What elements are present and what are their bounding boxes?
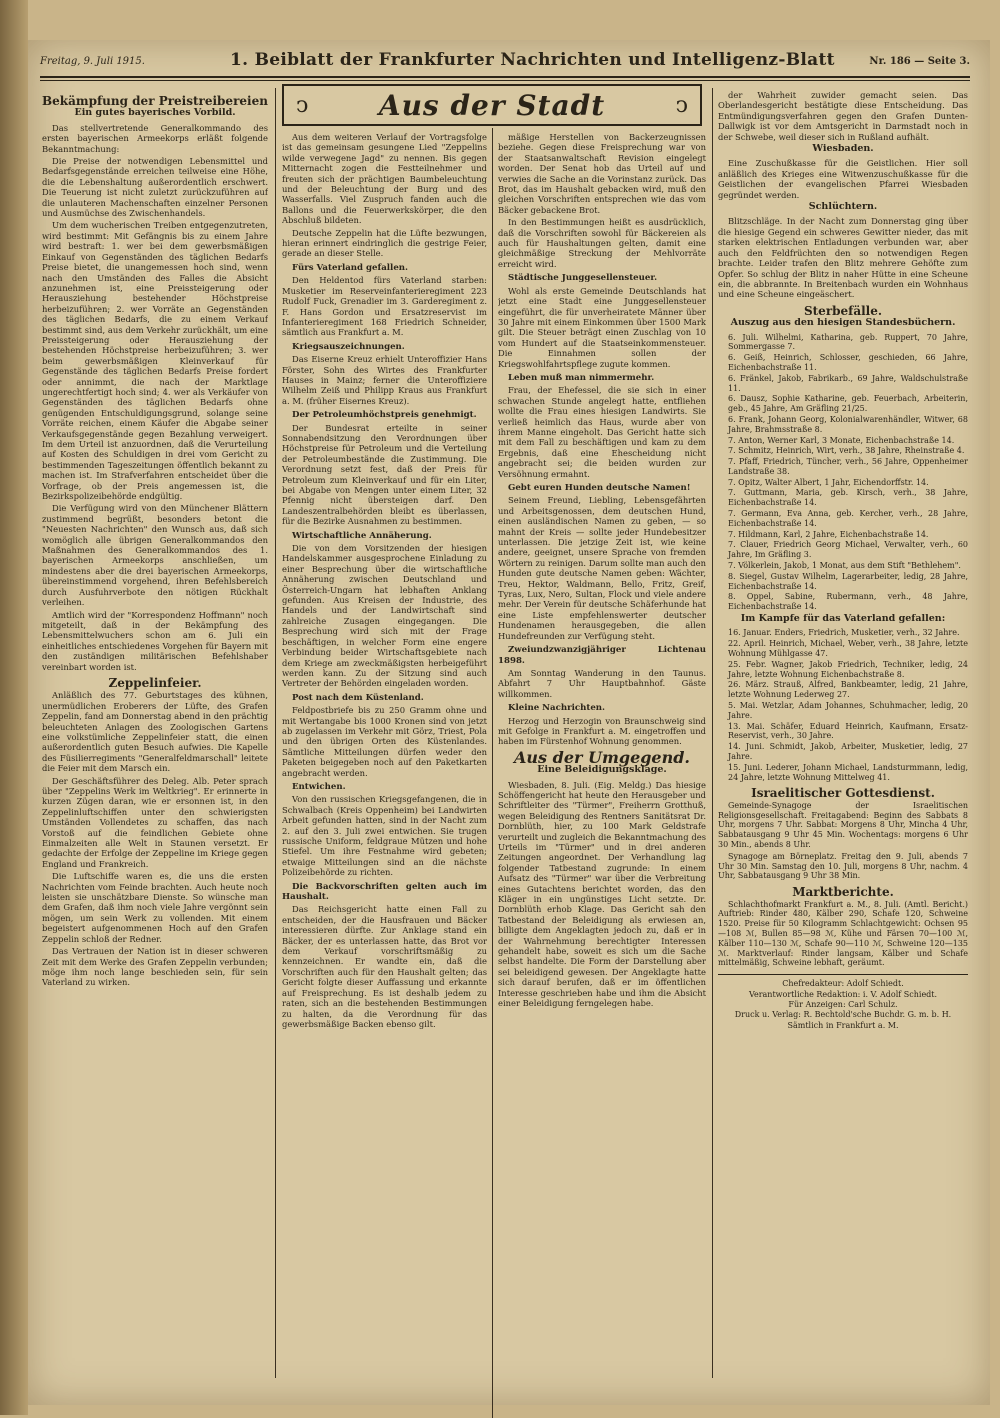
paragraph: Die Verfügung wird von den Münchener Blättern zustimmend begrüßt, besonders betont die "Neuesten Nachrichten" den Wunsch aus, daß sich womöglich alle übrigen Generalkommandos den Maßnahmen des Generalkommandos des 1. bayerischen Armeekorps anschließen, um mindestens aber die drei bayerischen Armeekorps, übereinstimmend vorgehend, ihren Befehlsbereich durch Ausfuhrverbote den nötigen Rückhalt verleihen.	[42, 503, 268, 608]
binding-edge	[0, 0, 28, 1415]
list-item: 7. Schmitz, Heinrich, Wirt, verh., 38 Jahre, Rheinstraße 4.	[728, 446, 965, 456]
paragraph: Feldpostbriefe bis zu 250 Gramm ohne und mit Wertangabe bis 1000 Kronen sind von jetzt ab zugelassen im Verkehr mit Görz, Triest, Pola und den übrigen Orten des Küstenlandes. Sämtliche Mitteilungen dürfen weder den Paketen beigegeben noch auf den Paketkarten angebracht werden.	[282, 705, 487, 778]
paragraph: Seinem Freund, Liebling, Lebensgefährten und Arbeitsgenossen, dem deutschen Hund, einen ausländischen Namen zu geben, — so mahnt der Kreis — sollte jeder Hundebesitzer unterlassen. Die jetzige Zeit ist, wie keine andere, geeignet, unsere Sprache von fremden Wörtern zu reinigen. Darum sollte man auch den Hunden gute deutsche Namen geben: Wächter, Treu, Hektor, Waldmann, Bello, Fritz, Greif, Tyras, Lux, Nero, Sultan, Flock und viele andere mehr. Der Verein für deutsche Schäferhunde hat eine Liste empfehlenswerter deutscher Hundenamen herausgegeben, die allen Hundefreunden zur Verfügung steht.	[498, 495, 706, 641]
list-item: 7. Germann, Eva Anna, geb. Kercher, verh., 28 Jahre, Eichenbachstraße 14.	[728, 509, 968, 528]
news-heading: Der Petroleumhöchstpreis genehmigt.	[292, 410, 477, 421]
ornament-right-icon: ↄ	[675, 92, 688, 118]
paragraph: Das Vertrauen der Nation ist in dieser schweren Zeit mit dem Werke des Grafen Zeppelin verbunden; möge ihm noch lange beschieden sein, für sein Vaterland zu wirken.	[42, 946, 268, 988]
news-heading: Die Backvorschriften gelten auch im Haushalt.	[282, 881, 487, 903]
list-item: 8. Siegel, Gustav Wilhelm, Lagerarbeiter, ledig, 28 Jahre, Eichenbachstraße 14.	[728, 571, 968, 591]
section-headline: Israelitischer Gottesdienst.	[751, 786, 935, 801]
list-item: 15. Juni. Lederer, Johann Michael, Landsturmmann, ledig, 24 Jahre, letzte Wohnung Mittelweg 41.	[728, 762, 968, 782]
column-3	[498, 132, 706, 1390]
list-item: 7. Anton, Werner Karl, 3 Monate, Eichenbachstraße 14.	[728, 435, 955, 445]
column-rule	[492, 128, 493, 1418]
list-heading: Im Kampfe für das Vaterland gefallen:	[740, 613, 946, 625]
imprint	[718, 974, 968, 1031]
paragraph: Von den russischen Kriegsgefangenen, die in Schwalbach (Kreis Oppenheim) bei Landwirten Arbeit gefunden hatten, sind in der Nacht zum 2. auf den 3. Juli zwei entwichen. Sie trugen russische Uniform, feldgraue Mützen und hohe Stiefel. Um ihre Festnahme wird gebeten; etwaige Mitteilungen sind an die nächste Polizeibehörde zu richten.	[282, 794, 487, 878]
list-item: 26. März. Strauß, Alfred, Bankbeamter, ledig, 21 Jahre, letzte Wohnung Lederweg 27.	[728, 680, 968, 700]
imprint-line: Druck u. Verlag: R. Bechtold'sche Buchdr. G. m. b. H.	[734, 1010, 952, 1020]
issue-date: Freitag, 9. Juli 1915.	[40, 56, 145, 67]
paragraph: Herzog und Herzogin von Braunschweig sind mit Gefolge in Frankfurt a. M. eingetroffen und haben im Fürstenhof Wohnung genommen.	[498, 715, 706, 747]
news-heading: Gebt euren Hunden deutsche Namen!	[508, 483, 691, 493]
imprint-line: Verantwortliche Redaktion: i. V. Adolf Schiedt.	[748, 989, 938, 999]
list-item: 7. Pfaff, Friedrich, Tüncher, verh., 56 Jahre, Oppenheimer Landstraße 38.	[728, 457, 968, 476]
column-2	[282, 132, 487, 1390]
news-heading: Leben muß man nimmermehr.	[508, 372, 655, 383]
masthead-rule-thin	[40, 80, 970, 81]
news-heading: Fürs Vaterland gefallen.	[292, 262, 409, 273]
ornament-left-icon: ↄ	[296, 92, 309, 118]
paragraph: Der Geschäftsführer des Deleg. Alb. Peter sprach über "Zeppelins Werk im Weltkrieg". Er erinnerte in kurzen Zügen daran, wie er ersonnen ist, in den Zeppelinluftschiffen unter den schwierigsten Umständen Vollendetes zu schaffen, das nach Vorstoß auf die feindlichen Gebiete ohne Einmalzeiten alle Welt in Staunen versetzt. Er gedachte der Erfolge der Zeppeline im Kriege gegen England und Frankreich.	[42, 775, 268, 869]
list-item: 6. Juli. Wilhelmi, Katharina, geb. Ruppert, 70 Jahre, Sommergasse 7.	[728, 332, 968, 352]
article-headline: Bekämpfung der Preistreibereien	[42, 94, 268, 108]
paragraph: Am Sonntag Wanderung in den Taunus. Abfahrt 7 Uhr Hauptbahnhof. Gäste willkommen.	[498, 667, 706, 699]
article-subhead: Ein gutes bayerisches Vorbild.	[74, 107, 236, 119]
paragraph: Das Reichsgericht hatte einen Fall zu entscheiden, der die Hausfrauen und Bäcker interessieren dürfte. Zur Anklage stand ein Bäcker, der es unterlassen hatte, das Brot vor dem Verkauf vorschriftsmäßig zu kennzeichnen. Er wandte ein, daß die Vorschriften auch für den Haushalt gelten; das Gericht folgte dieser Auffassung und erkannte auf Freisprechung. Es ist deshalb jedem zu raten, sich an die bestehenden Bestimmungen zu halten, da die Verordnung für das gewerbsmäßige Backen ebenso gilt.	[282, 904, 487, 1029]
paragraph: Die von dem Vorsitzenden der hiesigen Handelskammer ausgesprochene Einladung zu einer Besprechung über die wirtschaftliche Annäherung zwischen Deutschland und Österreich-Ungarn hat lebhaften Anklang gefunden. Aus Kreisen der Industrie, des Handels und der Landwirtschaft sind zahlreiche Zusagen eingegangen. Die Besprechung wird sich mit der Frage beschäftigen, in welcher Form eine engere Verbindung beider Wirtschaftsgebiete nach dem Kriege am zweckmäßigsten herbeigeführt werden kann. Zu der Sitzung sind auch Vertreter der Behörden eingeladen worden.	[282, 543, 487, 689]
section-banner	[282, 84, 702, 126]
list-item: 25. Febr. Wagner, Jakob Friedrich, Techniker, ledig, 24 Jahre, letzte Wohnung Eichenbachstraße 8.	[728, 659, 968, 679]
section-title: Aus der Stadt	[378, 88, 606, 122]
imprint-line: Sämtlich in Frankfurt a. M.	[787, 1020, 899, 1030]
list-item: 8. Oppel, Sabine, Rubermann, verh., 48 Jahre, Eichenbachstraße 14.	[728, 592, 968, 612]
list-item: 6. Frank, Johann Georg, Kolonialwarenhändler, Witwer, 68 Jahre, Brahmsstraße 8.	[728, 414, 968, 434]
section-headline: Aus der Umgegend.	[514, 747, 690, 767]
list-item: 14. Juni. Schmidt, Jakob, Arbeiter, Musketier, ledig, 27 Jahre.	[728, 742, 968, 762]
paragraph: Aus dem weiteren Verlauf der Vortragsfolge ist das gemeinsam gesungene Lied "Zeppelins wilde verwegene Jagd" zu nennen. Bis gegen Mitternacht zogen die Festteilnehmer und freuten sich der prächtigen Baumbeleuchtung und der Beleuchtung der Burg und des Wasserfalls. Viel Zuspruch fanden auch die Ballons und die Feuerwerkskörper, die den Abschluß bildeten.	[282, 132, 487, 226]
section-headline: Marktberichte.	[792, 885, 894, 900]
paragraph: Amtlich wird der "Korrespondenz Hoffmann" noch mitgeteilt, daß in der Bekämpfung des Lebensmittelwuchers schon am 6. Juli ein einheitliches entschiedenes Vorgehen für Bayern mit den zuständigen militärischen Befehlshaber vereinbart worden ist.	[42, 609, 268, 672]
list-item: 7. Völkerlein, Jakob, 1 Monat, aus dem Stift "Bethlehem".	[728, 561, 961, 571]
paragraph: Der Bundesrat erteilte in seiner Sonnabendsitzung den Verordnungen über Höchstpreise für Petroleum und die Verteilung der Petroleumbestände die Zustimmung. Die Verordnung setzt fest, daß der Preis für Petroleum zum Kleinverkauf und für ein Liter, bei Abgabe von Mengen unter einem Liter, 32 Pfennig nicht übersteigen darf. Den Landeszentralbehörden bleibt es überlassen, für die Bezirke Ausnahmen zu bestimmen.	[282, 422, 487, 527]
news-heading: Wirtschaftliche Annäherung.	[292, 530, 432, 541]
news-heading: Städtische Junggesellensteuer.	[508, 273, 658, 284]
news-heading: Wiesbaden.	[812, 143, 874, 155]
news-heading: Zweiundzwanzigjähriger Lichtenau 1898.	[498, 645, 706, 666]
paragraph: Wohl als erste Gemeinde Deutschlands hat jetzt eine Stadt eine Junggesellensteuer eingeführt, die für unverheiratete Männer über 30 Jahre mit einem Einkommen über 1500 Mark gilt. Die Steuer beträgt einen Zuschlag von 10 vom Hundert auf die Staatseinkommensteuer. Die Einnahmen sollen der Kriegswohlfahrtspflege zugute kommen.	[498, 285, 706, 369]
paragraph: In den Bestimmungen heißt es ausdrücklich, daß die Vorschriften sowohl für Bäckereien als auch für Haushaltungen gelten, damit eine gleichmäßige Streckung der Mehlvorräte erreicht wird.	[498, 217, 706, 269]
list-item: 6. Geiß, Heinrich, Schlosser, geschieden, 66 Jahre, Eichenbachstraße 11.	[728, 353, 968, 372]
list-item: 7. Opitz, Walter Albert, 1 Jahr, Eichendorffstr. 14.	[728, 477, 929, 487]
paragraph: Gemeinde-Synagoge der Israelitischen Religionsgesellschaft. Freitagabend: Beginn des Sabbats 8 Uhr, morgens 7 Uhr. Sabbat: Morgens 8 Uhr, Mincha 4 Uhr, Sabbatausgang 9 Uhr 45 Min. Wochentags: morgens 6 Uhr 30 Min., abends 8 Uhr.	[718, 800, 968, 849]
paragraph: der Wahrheit zuwider gemacht seien. Das Oberlandesgericht bestätigte diese Entscheidung. Das Entmündigungsverfahren gegen den Grafen Dunten-Dallwigk ist vor dem Amtsgericht in Darmstadt noch in der Schwebe, weil dieser sich in Rußland aufhält.	[718, 90, 968, 142]
column-1	[42, 90, 268, 1390]
list-item: 7. Guttmann, Maria, geb. Kirsch, verh., 38 Jahre, Eichenbachstraße 14.	[728, 488, 968, 508]
paragraph: Wiesbaden, 8. Juli. (Eig. Meldg.) Das hiesige Schöffengericht hat heute den Herausgeber und Schriftleiter des "Türmer", Freiherrn Grotthuß, wegen Beleidigung des Rentners Sanitätsrat Dr. Dornblüth, hier, zu 100 Mark Geldstrafe verurteilt und zugleich die Bekanntmachung des Urteils im "Türmer" und in drei anderen Zeitungen angeordnet. Der Verhandlung lag folgender Tatbestand zugrunde: In einem Aufsatz des "Türmer" war über die Verbreitung eines Gutachtens berichtet worden, das den Kläger in ein ungünstiges Licht setzte. Dr. Dornblüth erhob Klage. Das Gericht sah den Tatbestand der Beleidigung als erwiesen an, billigte dem Angeklagten jedoch zu, daß er in der Wahrnehmung berechtigter Interessen gehandelt habe, soweit es sich um die Sache selbst handelte. Die Form der Darstellung aber sei beleidigend gewesen. Der Angeklagte hatte sich darauf berufen, daß er im öffentlichen Interesse geschrieben habe und ihm die Absicht einer Beleidigung ferngelegen habe.	[498, 779, 706, 1009]
news-heading: Kriegsauszeichnungen.	[292, 341, 405, 352]
news-heading: Post nach dem Küstenland.	[292, 692, 424, 703]
paragraph: Die Luftschiffe waren es, die uns die ersten Nachrichten vom Feinde brachten. Auch heute noch leisten sie unschätzbare Dienste. So wünsche man dem Grafen, daß ihm noch viele Jahre vergönnt sein mögen, um sein Werk zu vollenden. Mit einem begeistert aufgenommenen Hoch auf den Grafen Zeppelin schloß der Redner.	[42, 871, 268, 944]
list-item: 16. Januar. Enders, Friedrich, Musketier, verh., 32 Jahre.	[728, 628, 960, 638]
deaths-list	[718, 333, 968, 613]
paragraph: Blitzschläge. In der Nacht zum Donnerstag ging über die hiesige Gegend ein schweres Gewitter nieder, das mit starken elektrischen Entladungen verbunden war, aber auch den Feldfrüchten den so notwendigen Regen brachte. Leider trafen den Blitz mehrere Gehöfte zum Opfer. So schlug der Blitz in naher Hütte in eine Scheune ein, die abbrannte. In Breitenbach wurden ein Wohnhaus und eine Scheune eingeäschert.	[718, 216, 968, 300]
list-item: 13. Mai. Schäfer, Eduard Heinrich, Kaufmann, Ersatz-Reservist, verh., 30 Jahre.	[728, 721, 968, 741]
paragraph: Um dem wucherischen Treiben entgegenzutreten, wird bestimmt: Mit Gefängnis bis zu einem Jahre wird bestraft: 1. wer bei dem gewerbsmäßigen Einkauf von Gegenständen des täglichen Bedarfs Preise bietet, die unangemessen hoch sind, wenn nach den Umständen des Falles die Absicht anzunehmen ist, eine Preissteigerung oder Herausziehung bestehender Höchstpreise herbeizuführen; 2. wer Vorräte an Gegenständen des täglichen Bedarfs, die zu einem Verkauf bestimmt sind, aus dem Verkehr zurückhält, um eine Preissteigerung oder Herausziehung der bestehenden Höchstpreise herbeizuführen; 3. wer beim gewerbsmäßigen Kleinverkauf für Gegenstände des täglichen Bedarfs Preise fordert oder annimmt, die nach der Marktlage ungerechtfertigt hoch sind; 4. wer als Verkäufer von Gegenständen des täglichen Bedarfs ohne genügenden Entschuldigungsgrund, solange seine Vorräte reichen, einem Käufer die Abgabe seiner Verkaufsgegenstände gegen Bezahlung verweigert. Im dem Urteil ist anzuordnen, daß die Verurteilung auf Kosten des Schuldigen in drei vom Gericht zu bestimmenden Tageszeitungen öffentlich bekannt zu machen ist. Im Strafverfahren entscheidet über die Vorfrage, ob der Preis angemessen ist, die Bezirkspolizeibehörde endgültig.	[42, 220, 268, 502]
imprint-line: Chefredakteur: Adolf Schiedt.	[782, 979, 904, 989]
imprint-line: Für Anzeigen: Carl Schulz.	[788, 999, 898, 1009]
fallen-list	[718, 628, 968, 782]
list-item: 5. Mai. Wetzlar, Adam Johannes, Schuhmacher, ledig, 20 Jahre.	[728, 701, 968, 720]
article-subhead: Eine Beleidigungsklage.	[537, 764, 667, 776]
news-heading: Entwichen.	[292, 781, 346, 792]
paragraph: Eine Zuschußkasse für die Geistlichen. Hier soll anläßlich des Krieges eine Witwenzuschußkasse für die Geistlichen der evangelischen Pfarrei Wiesbaden gegründet werden.	[718, 158, 968, 200]
paragraph: Anläßlich des 77. Geburtstages des kühnen, unermüdlichen Eroberers der Lüfte, des Grafen Zeppelin, fand am Donnerstag abend in den prächtig beleuchteten Anlagen des Zoologischen Gartens eine volkstümliche Zeppelinfeier statt, die einen außerordentlich guten Besuch aufwies. Die Kapelle des Füsilierregiments "Generalfeldmarschall" leitete die Feier mit dem Marsch ein.	[42, 690, 268, 774]
article-headline: Zeppelinfeier.	[108, 675, 202, 690]
paragraph: Frau, der Ehefessel, die sie sich in einer schwachen Stunde angelegt hatte, entfliehen wollte die Frau eines hiesigen Landwirts. Sie verließ heimlich das Haus, wurde aber von ihrem Manne eingeholt. Das Gericht hatte sich mit dem Fall zu beschäftigen und kam zu dem Ergebnis, daß eine Ehescheidung nicht angebracht sei; die beiden wurden zur Versöhnung ermahnt.	[498, 385, 706, 479]
news-heading: Kleine Nachrichten.	[508, 703, 606, 714]
paragraph: Schlachthofmarkt Frankfurt a. M., 8. Juli. (Amtl. Bericht.) Auftrieb: Rinder 480, Kälber 290, Schafe 120, Schweine 1520. Preise für 50 Kilogramm Schlachtgewicht: Ochsen 95—108 ℳ, Bullen 85—98 ℳ, Kühe und Färsen 70—100 ℳ, Kälber 110—130 ℳ, Schafe 90—110 ℳ, Schweine 120—135 ℳ. Marktverlauf: Rinder langsam, Kälber und Schafe mittelmäßig, Schweine lebhaft, geräumt.	[718, 899, 968, 968]
section-headline: Sterbefälle.	[803, 303, 883, 318]
masthead-rule	[40, 76, 970, 78]
paragraph: Das stellvertretende Generalkommando des ersten bayerischen Armeekorps erläßt folgende Bekanntmachung:	[42, 122, 268, 154]
column-rule	[712, 88, 713, 1378]
column-rule	[275, 88, 276, 1378]
masthead	[40, 50, 970, 74]
column-4	[718, 90, 968, 1390]
paragraph: Die Preise der notwendigen Lebensmittel und Bedarfsgegenstände erreichen teilweise eine Höhe, die die Lebenshaltung außerordentlich erschwert. Die Teuerung ist nicht zuletzt zurückzuführen auf die unlauteren Machenschaften einzelner Personen und Ausmüchse des Zwischenhandels.	[42, 156, 268, 219]
news-heading: Schlüchtern.	[808, 201, 878, 213]
list-item: 6. Dausz, Sophie Katharine, geb. Feuerbach, Arbeiterin, geb., 45 Jahre, Am Gräfling 21/25.	[728, 394, 968, 414]
paragraph: Deutsche Zeppelin hat die Lüfte bezwungen, hieran erinnert eindringlich die gestrige Feier, gerade an dieser Stelle.	[282, 227, 487, 259]
paragraph: Synagoge am Börneplatz. Freitag den 9. Juli, abends 7 Uhr 30 Min. Samstag den 10. Juli, morgens 8 Uhr, nachm. 4 Uhr, Sabbatausgang 9 Uhr 38 Min.	[718, 851, 968, 881]
paragraph: Das Eiserne Kreuz erhielt Unteroffizier Hans Förster, Sohn des Wirtes des Frankfurter Hauses in Mainz; ferner die Unteroffiziere Wilhelm Zeiß und Philipp Kraus aus Frankfurt a. M. (früher Eisernes Kreuz).	[282, 354, 487, 406]
paper-title: 1. Beiblatt der Frankfurter Nachrichten und Intelligenz-Blatt	[230, 50, 835, 70]
list-item: 7. Clauer, Friedrich Georg Michael, Verwalter, verh., 60 Jahre, Im Gräfling 3.	[728, 540, 968, 560]
paragraph: mäßige Herstellen von Backerzeugnissen beziehe. Gegen diese Freisprechung war von der Staatsanwaltschaft Revision eingelegt worden. Der Senat hob das Urteil auf und verwies die Sache an die Vorinstanz zurück. Das Brot, das im Haushalt gebacken wird, muß den gleichen Vorschriften entsprechen wie das vom Bäcker gebackene Brot.	[498, 132, 706, 215]
article-subhead: Auszug aus den hiesigen Standesbüchern.	[730, 317, 956, 329]
issue-page-number: Nr. 186 — Seite 3.	[869, 56, 970, 67]
list-item: 6. Fränkel, Jakob, Fabrikarb., 69 Jahre, Waldschulstraße 11.	[728, 373, 968, 393]
list-item: 7. Hildmann, Karl, 2 Jahre, Eichenbachstraße 14.	[728, 529, 929, 539]
paragraph: Den Heldentod fürs Vaterland starben: Musketier im Reserveinfanterieregiment 223 Rudolf Fuck, Grenadier im 3. Garderegiment z. F. Hans Gordon und Ersatzreservist im Infanterieregiment 168 Friedrich Schneider, sämtlich aus Frankfurt a. M.	[282, 275, 487, 338]
list-item: 22. April. Heinrich, Michael, Weber, verh., 38 Jahre, letzte Wohnung Mühlgasse 47.	[728, 639, 968, 659]
